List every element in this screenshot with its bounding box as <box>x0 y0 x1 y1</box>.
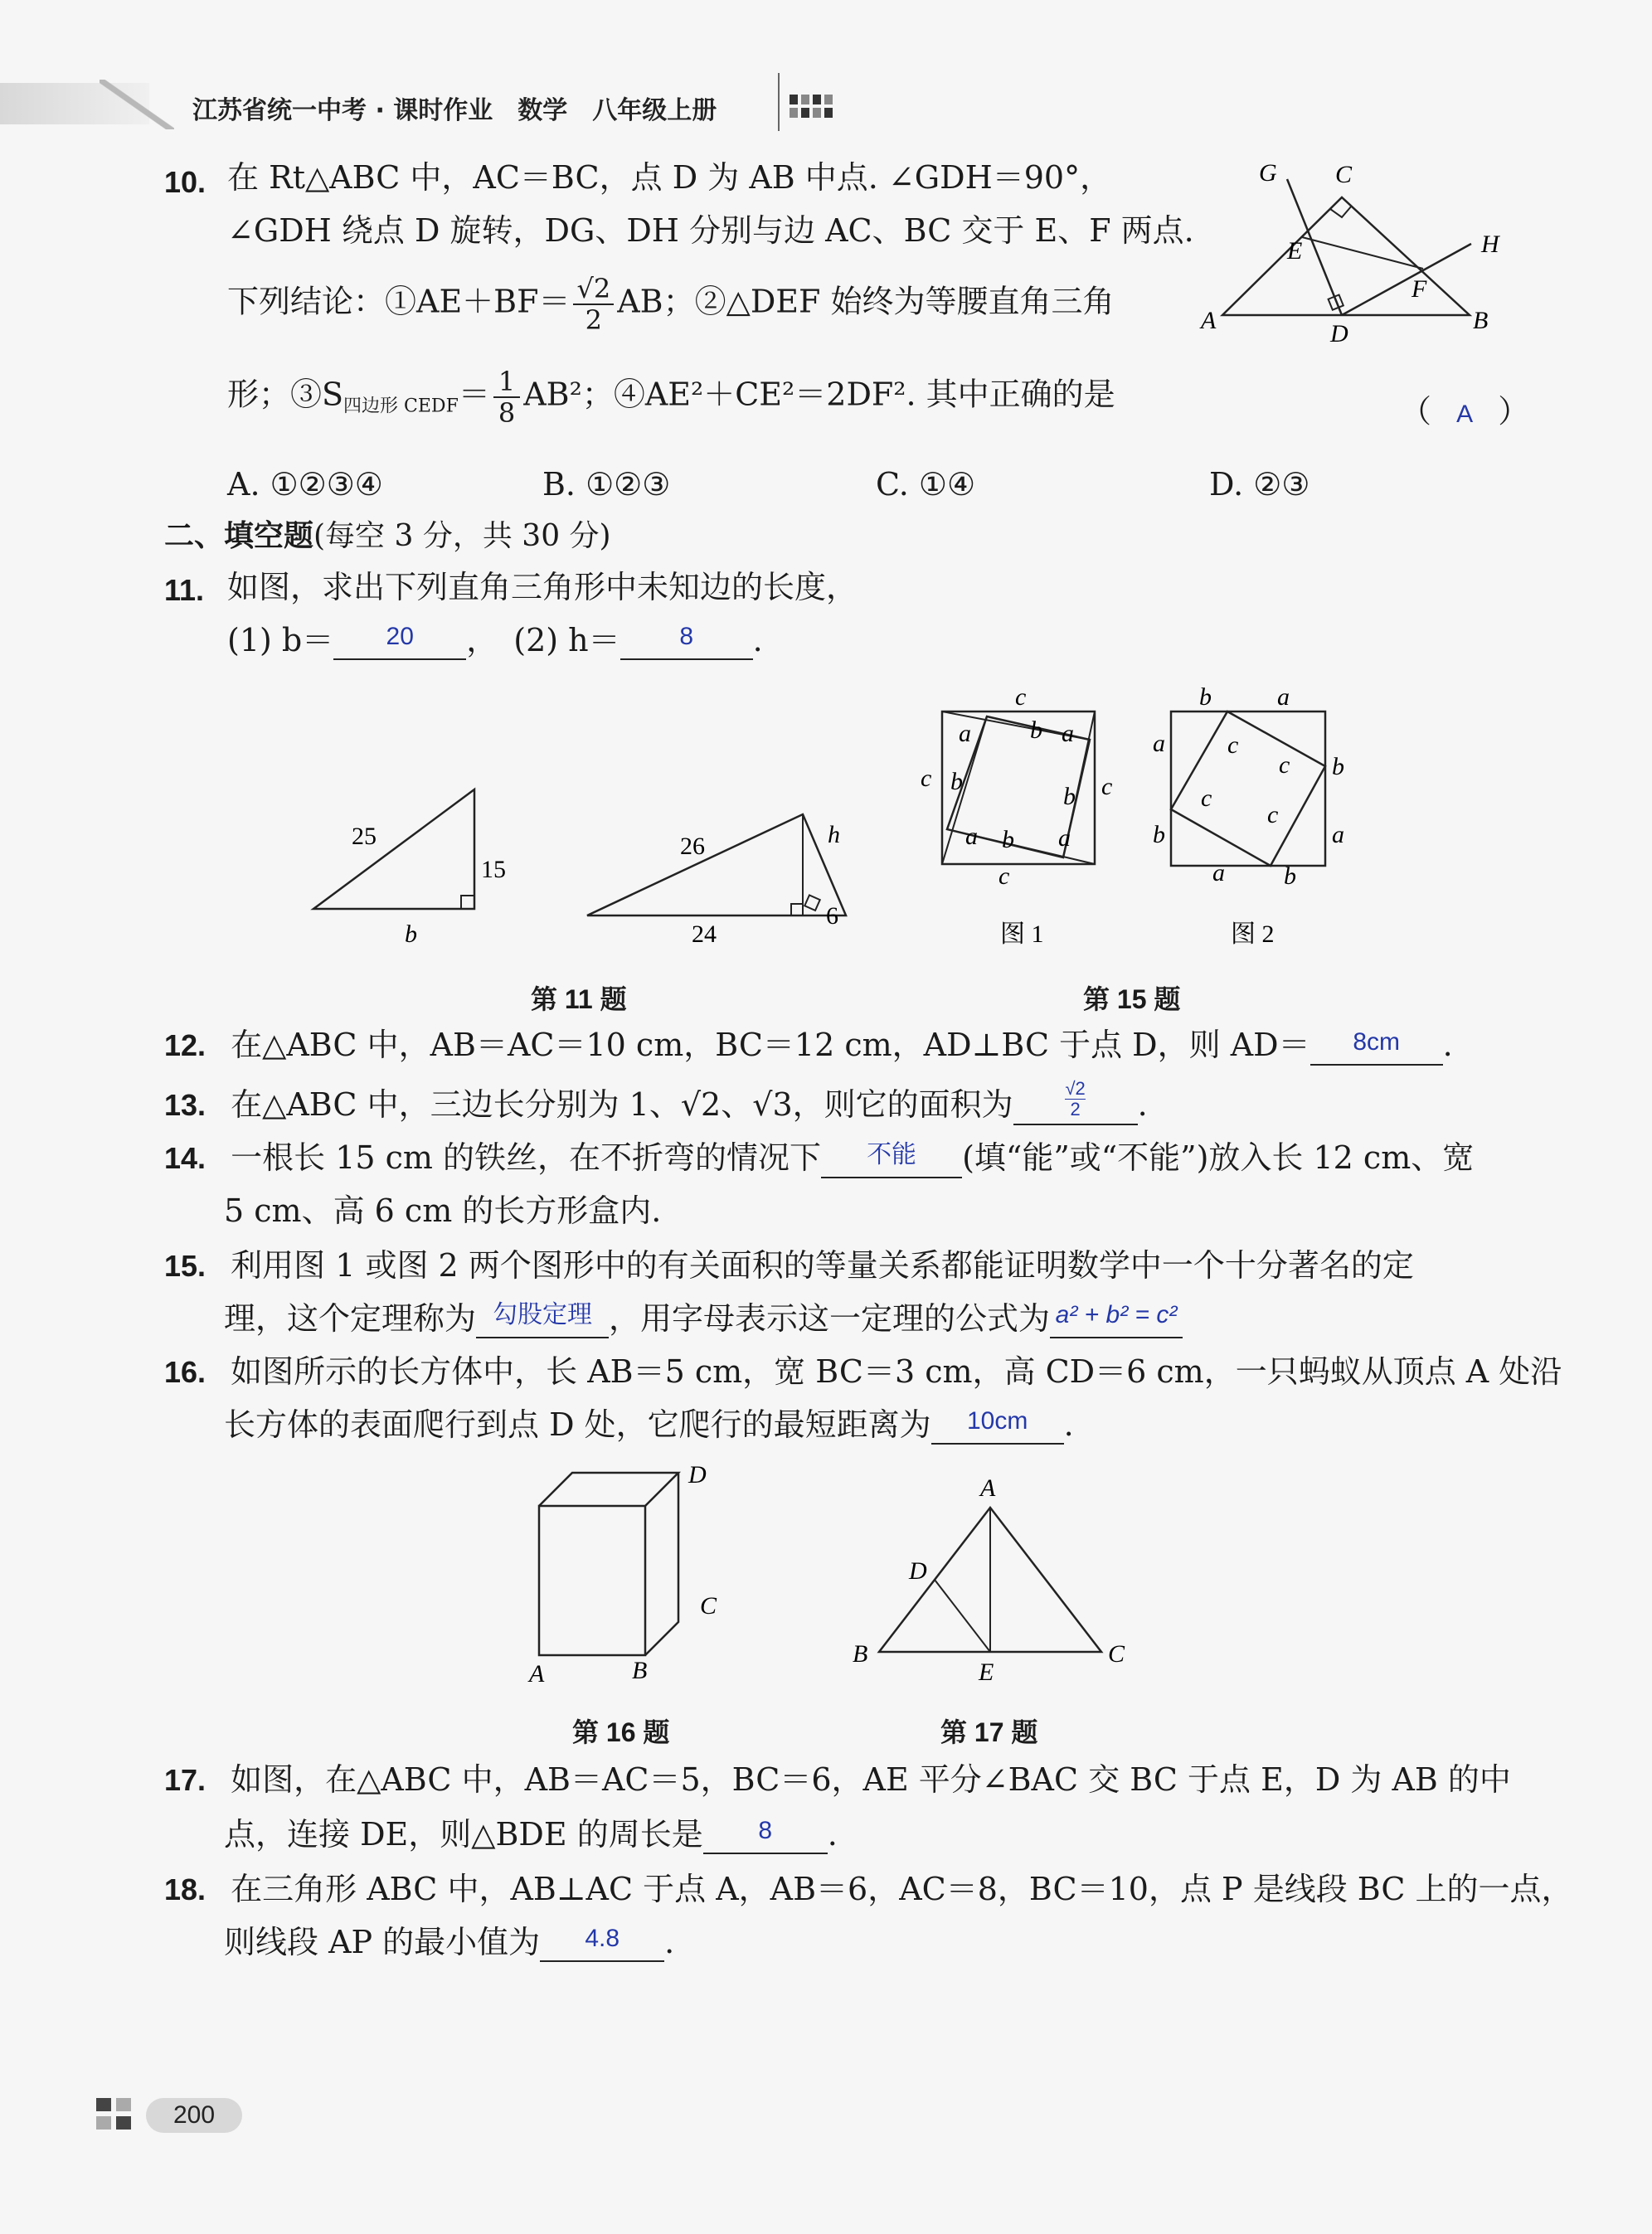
q17 <box>164 1760 1511 1800</box>
frac-num: √2 <box>573 274 614 305</box>
label-d: D <box>1330 320 1348 347</box>
q11-caption: 第 11 题 <box>531 984 627 1014</box>
frac-den: 2 <box>585 304 603 336</box>
q15-line1: 利用图 1 或图 2 两个图形中的有关面积的等量关系都能证明数学中一个十分著名的定 <box>231 1247 1414 1284</box>
fig2-c4: c <box>1267 801 1279 828</box>
q10-figure <box>1186 158 1518 348</box>
q10-line4-end: AB²；④AE²＋CE²＝2DF². 其中正确的是 <box>523 376 1115 413</box>
q12-text: 在△ABC 中，AB＝AC＝10 cm，BC＝12 cm，AD⊥BC 于点 D，则 AD＝ <box>231 1027 1310 1063</box>
right-angle-1 <box>461 896 474 909</box>
fig1-b1: b <box>1030 716 1042 744</box>
label-g: G <box>1259 159 1277 187</box>
q17-caption: 第 17 题 <box>940 1717 1038 1747</box>
cuboid-front <box>539 1506 645 1655</box>
label-b: B <box>1473 307 1489 334</box>
q14-text2: (填“能”或“不能”)放入长 12 cm、宽 <box>962 1139 1475 1176</box>
q18 <box>164 1869 1573 1910</box>
fig2-top-b: b <box>1199 683 1212 711</box>
frac2-den: 8 <box>498 397 516 429</box>
q11-answer1: 20 <box>386 623 414 650</box>
q10-line2: ∠GDH 绕点 D 旋转，DG、DH 分别与边 AC、BC 交于 E、F 两点. <box>227 212 1194 249</box>
fig2-inner <box>1171 711 1325 866</box>
header-title: 江苏省统一中考 · 课时作业 数学 八年级上册 <box>192 96 717 125</box>
q16-number: 16. <box>164 1355 206 1389</box>
q11-end: . <box>752 622 763 658</box>
q16-answer: 10cm <box>966 1407 1028 1435</box>
q12-answer: 8cm <box>1353 1028 1400 1056</box>
fig2-outer <box>1171 711 1325 866</box>
label-a: A <box>1201 307 1217 334</box>
q17-number: 17. <box>164 1763 206 1797</box>
q14-text1: 一根长 15 cm 的铁丝，在不折弯的情况下 <box>231 1139 822 1176</box>
label-e: E <box>1287 237 1303 265</box>
section2-heading: 二、填空题 <box>164 519 314 553</box>
fig1-a2: a <box>1062 720 1074 747</box>
q10-option-a: A. ①②③④ <box>227 466 383 503</box>
q15 <box>164 1246 1414 1286</box>
q14 <box>164 1138 1474 1178</box>
right-angle-2 <box>791 904 803 915</box>
q13-blank <box>1013 1078 1138 1125</box>
header-slash <box>100 80 174 129</box>
paren-open: （ <box>1400 393 1432 430</box>
q15-answer1: 勾股定理 <box>493 1301 593 1328</box>
q12-number: 12. <box>164 1028 206 1062</box>
q10-answer-paren <box>1400 391 1529 435</box>
q17-label-d: D <box>909 1557 927 1585</box>
q16 <box>164 1352 1562 1392</box>
t2-leg: h <box>828 821 840 848</box>
q14-answer: 不能 <box>867 1141 917 1168</box>
fig1-name: 图 1 <box>1000 920 1044 948</box>
q10-line4-eq: ＝ <box>458 376 490 413</box>
fig2-bottom-a: a <box>1212 859 1225 886</box>
q17-line2-text: 点，连接 DE，则△BDE 的周长是 <box>224 1816 703 1853</box>
q17-label-b: B <box>853 1640 868 1668</box>
q18-line1: 在三角形 ABC 中，AB⊥AC 于点 A，AB＝6，AC＝8，BC＝10，点 P 是线段 BC 上的一点， <box>231 1871 1573 1907</box>
fig1-b4: b <box>1002 826 1014 853</box>
q14-number: 14. <box>164 1141 206 1175</box>
page-number: 200 <box>172 2101 216 2129</box>
q18-answer: 4.8 <box>585 1925 620 1952</box>
footer-grid-icon <box>96 2098 139 2131</box>
header-divider <box>778 73 780 131</box>
fig2-right-b: b <box>1332 753 1344 780</box>
q12 <box>164 1025 1453 1066</box>
fig1-right-c: c <box>1101 773 1113 800</box>
cuboid-label-a: A <box>529 1660 545 1688</box>
t2-hyp: 26 <box>680 833 705 860</box>
q13 <box>164 1078 1148 1125</box>
q15-line2-mid: ，用字母表示这一定理的公式为 <box>609 1300 1051 1337</box>
cuboid-top <box>539 1473 678 1506</box>
triangle-1 <box>313 789 474 909</box>
q14-blank <box>821 1140 962 1178</box>
cuboid-label-d: D <box>688 1461 707 1489</box>
q11-blank2 <box>620 622 753 660</box>
q17-answer: 8 <box>758 1817 773 1844</box>
page-number-pill <box>146 2098 242 2133</box>
q13-answer-den: 2 <box>1070 1099 1081 1119</box>
q11-answer2: 8 <box>679 623 693 650</box>
q11-number: 11. <box>164 573 205 607</box>
t1-hyp: 25 <box>352 823 377 850</box>
fig2-left-b: b <box>1153 821 1165 848</box>
q11-sep: ， <box>466 622 483 658</box>
fig1-a1: a <box>959 720 971 747</box>
q15-number: 15. <box>164 1249 206 1283</box>
section2-title <box>164 517 611 556</box>
q15-answer2: a² + b² = c² <box>1055 1301 1178 1328</box>
q11-text: 如图，求出下列直角三角形中未知边的长度， <box>227 569 858 605</box>
fig1-b3: b <box>1063 783 1076 810</box>
q11-figures <box>299 779 879 970</box>
q13-answer-num: √2 <box>1065 1078 1086 1099</box>
fig2-top-a: a <box>1277 683 1290 711</box>
q16-line1: 如图所示的长方体中，长 AB＝5 cm，宽 BC＝3 cm，高 CD＝6 cm，一只蚂蚁从顶点 A 处沿 <box>231 1353 1562 1390</box>
q10-line3-end: AB；②△DEF 始终为等腰直角三角 <box>617 283 1115 320</box>
fig2-left-a: a <box>1153 730 1165 757</box>
frac2-num: 1 <box>493 367 520 398</box>
t1-base: b <box>405 920 417 948</box>
q17-label-e: E <box>979 1659 994 1686</box>
q10-line1: 在 Rt△ABC 中，AC＝BC，点 D 为 AB 中点. ∠GDH＝90°， <box>227 159 1112 196</box>
label-c: C <box>1335 161 1353 188</box>
q16-end: . <box>1063 1406 1074 1443</box>
q10-answer: A <box>1456 401 1474 428</box>
fig2-name: 图 2 <box>1231 920 1275 948</box>
q18-line2 <box>224 1922 674 1962</box>
fig1-a4: a <box>1058 824 1071 852</box>
q17-line2 <box>224 1814 838 1854</box>
q17-line1: 如图，在△ABC 中，AB＝AC＝5，BC＝6，AE 平分∠BAC 交 BC 于点 E，D 为 AB 的中 <box>231 1761 1511 1798</box>
q13-end: . <box>1137 1086 1148 1123</box>
label-h: H <box>1481 231 1499 258</box>
q17-label-c: C <box>1108 1640 1125 1668</box>
q11-blank1 <box>333 622 466 660</box>
q11-part2-label: (2) h＝ <box>513 622 620 658</box>
q13-number: 13. <box>164 1088 206 1122</box>
q14-line2: 5 cm、高 6 cm 的长方形盒内. <box>224 1192 662 1229</box>
fig1-left-c: c <box>921 765 932 792</box>
q15-figures <box>912 680 1377 962</box>
label-f: F <box>1411 275 1427 303</box>
cuboid-label-c: C <box>700 1592 717 1620</box>
q13-answer <box>1013 1079 1138 1119</box>
fig1-b2: b <box>950 768 963 795</box>
q10-option-c: C. ①④ <box>876 466 976 503</box>
q10-number: 10. <box>164 165 206 199</box>
q10-fraction-1-over-8 <box>493 367 520 428</box>
q18-blank <box>540 1924 664 1962</box>
q10-line3 <box>227 274 1114 335</box>
q18-line2-text: 则线段 AP 的最小值为 <box>224 1924 541 1960</box>
q18-end: . <box>664 1924 675 1960</box>
fig1-top-c: c <box>1015 683 1027 711</box>
q15-line2 <box>224 1299 1183 1338</box>
fig2-c1: c <box>1227 731 1239 759</box>
q11-answers <box>227 620 763 660</box>
q15-line2-start: 理，这个定理称为 <box>224 1300 477 1337</box>
header-grid-icon <box>790 95 836 119</box>
t1-leg: 15 <box>481 856 506 883</box>
q15-blank2 <box>1050 1300 1183 1338</box>
t2-small: 6 <box>826 902 838 930</box>
q17-figure <box>846 1468 1144 1692</box>
right-angle-3 <box>804 895 819 910</box>
q10-line4-subscript: 四边形 CEDF <box>343 396 459 417</box>
q18-number: 18. <box>164 1872 206 1906</box>
fig1-bottom-c: c <box>998 862 1010 890</box>
q10-line3-start: 下列结论：①AE＋BF＝ <box>227 283 571 320</box>
q11 <box>164 567 1159 667</box>
fig2-c3: c <box>1201 784 1212 812</box>
q15-blank1 <box>476 1300 609 1338</box>
fig2-right-a: a <box>1332 821 1344 848</box>
fig1-a3: a <box>965 823 978 850</box>
q12-end: . <box>1442 1027 1453 1063</box>
section2-note: (每空 3 分，共 30 分) <box>313 519 611 553</box>
q16-figure <box>514 1459 730 1692</box>
fig2-bottom-b: b <box>1284 862 1296 890</box>
q16-line2-text: 长方体的表面爬行到点 D 处，它爬行的最短距离为 <box>224 1406 931 1443</box>
paren-close: ） <box>1498 393 1530 430</box>
t2-base: 24 <box>692 920 717 948</box>
q17-blank <box>703 1816 828 1854</box>
q16-line2 <box>224 1405 1074 1445</box>
q17-label-a: A <box>980 1474 996 1502</box>
q15-caption: 第 15 题 <box>1083 984 1181 1014</box>
ray-dh <box>1342 244 1471 315</box>
triangle-abc <box>1222 197 1470 315</box>
q16-caption: 第 16 题 <box>572 1717 670 1747</box>
q10-option-d: D. ②③ <box>1209 466 1310 503</box>
right-angle-mark-c <box>1330 206 1352 217</box>
cuboid-label-b: B <box>632 1657 648 1684</box>
fig2-c2: c <box>1279 751 1290 779</box>
q11-part1-label: (1) b＝ <box>227 622 334 658</box>
q17-end: . <box>827 1816 838 1853</box>
q13-text: 在△ABC 中，三边长分别为 1、√2、√3，则它的面积为 <box>231 1086 1013 1123</box>
q10-line4 <box>227 367 1115 428</box>
q10-option-b: B. ①②③ <box>542 466 671 503</box>
segment-de <box>935 1580 990 1652</box>
q10-fraction-sqrt2-over-2 <box>573 274 614 335</box>
q16-blank <box>931 1406 1064 1445</box>
q10-line4-start: 形；③S <box>227 376 344 413</box>
q12-blank <box>1310 1027 1443 1066</box>
